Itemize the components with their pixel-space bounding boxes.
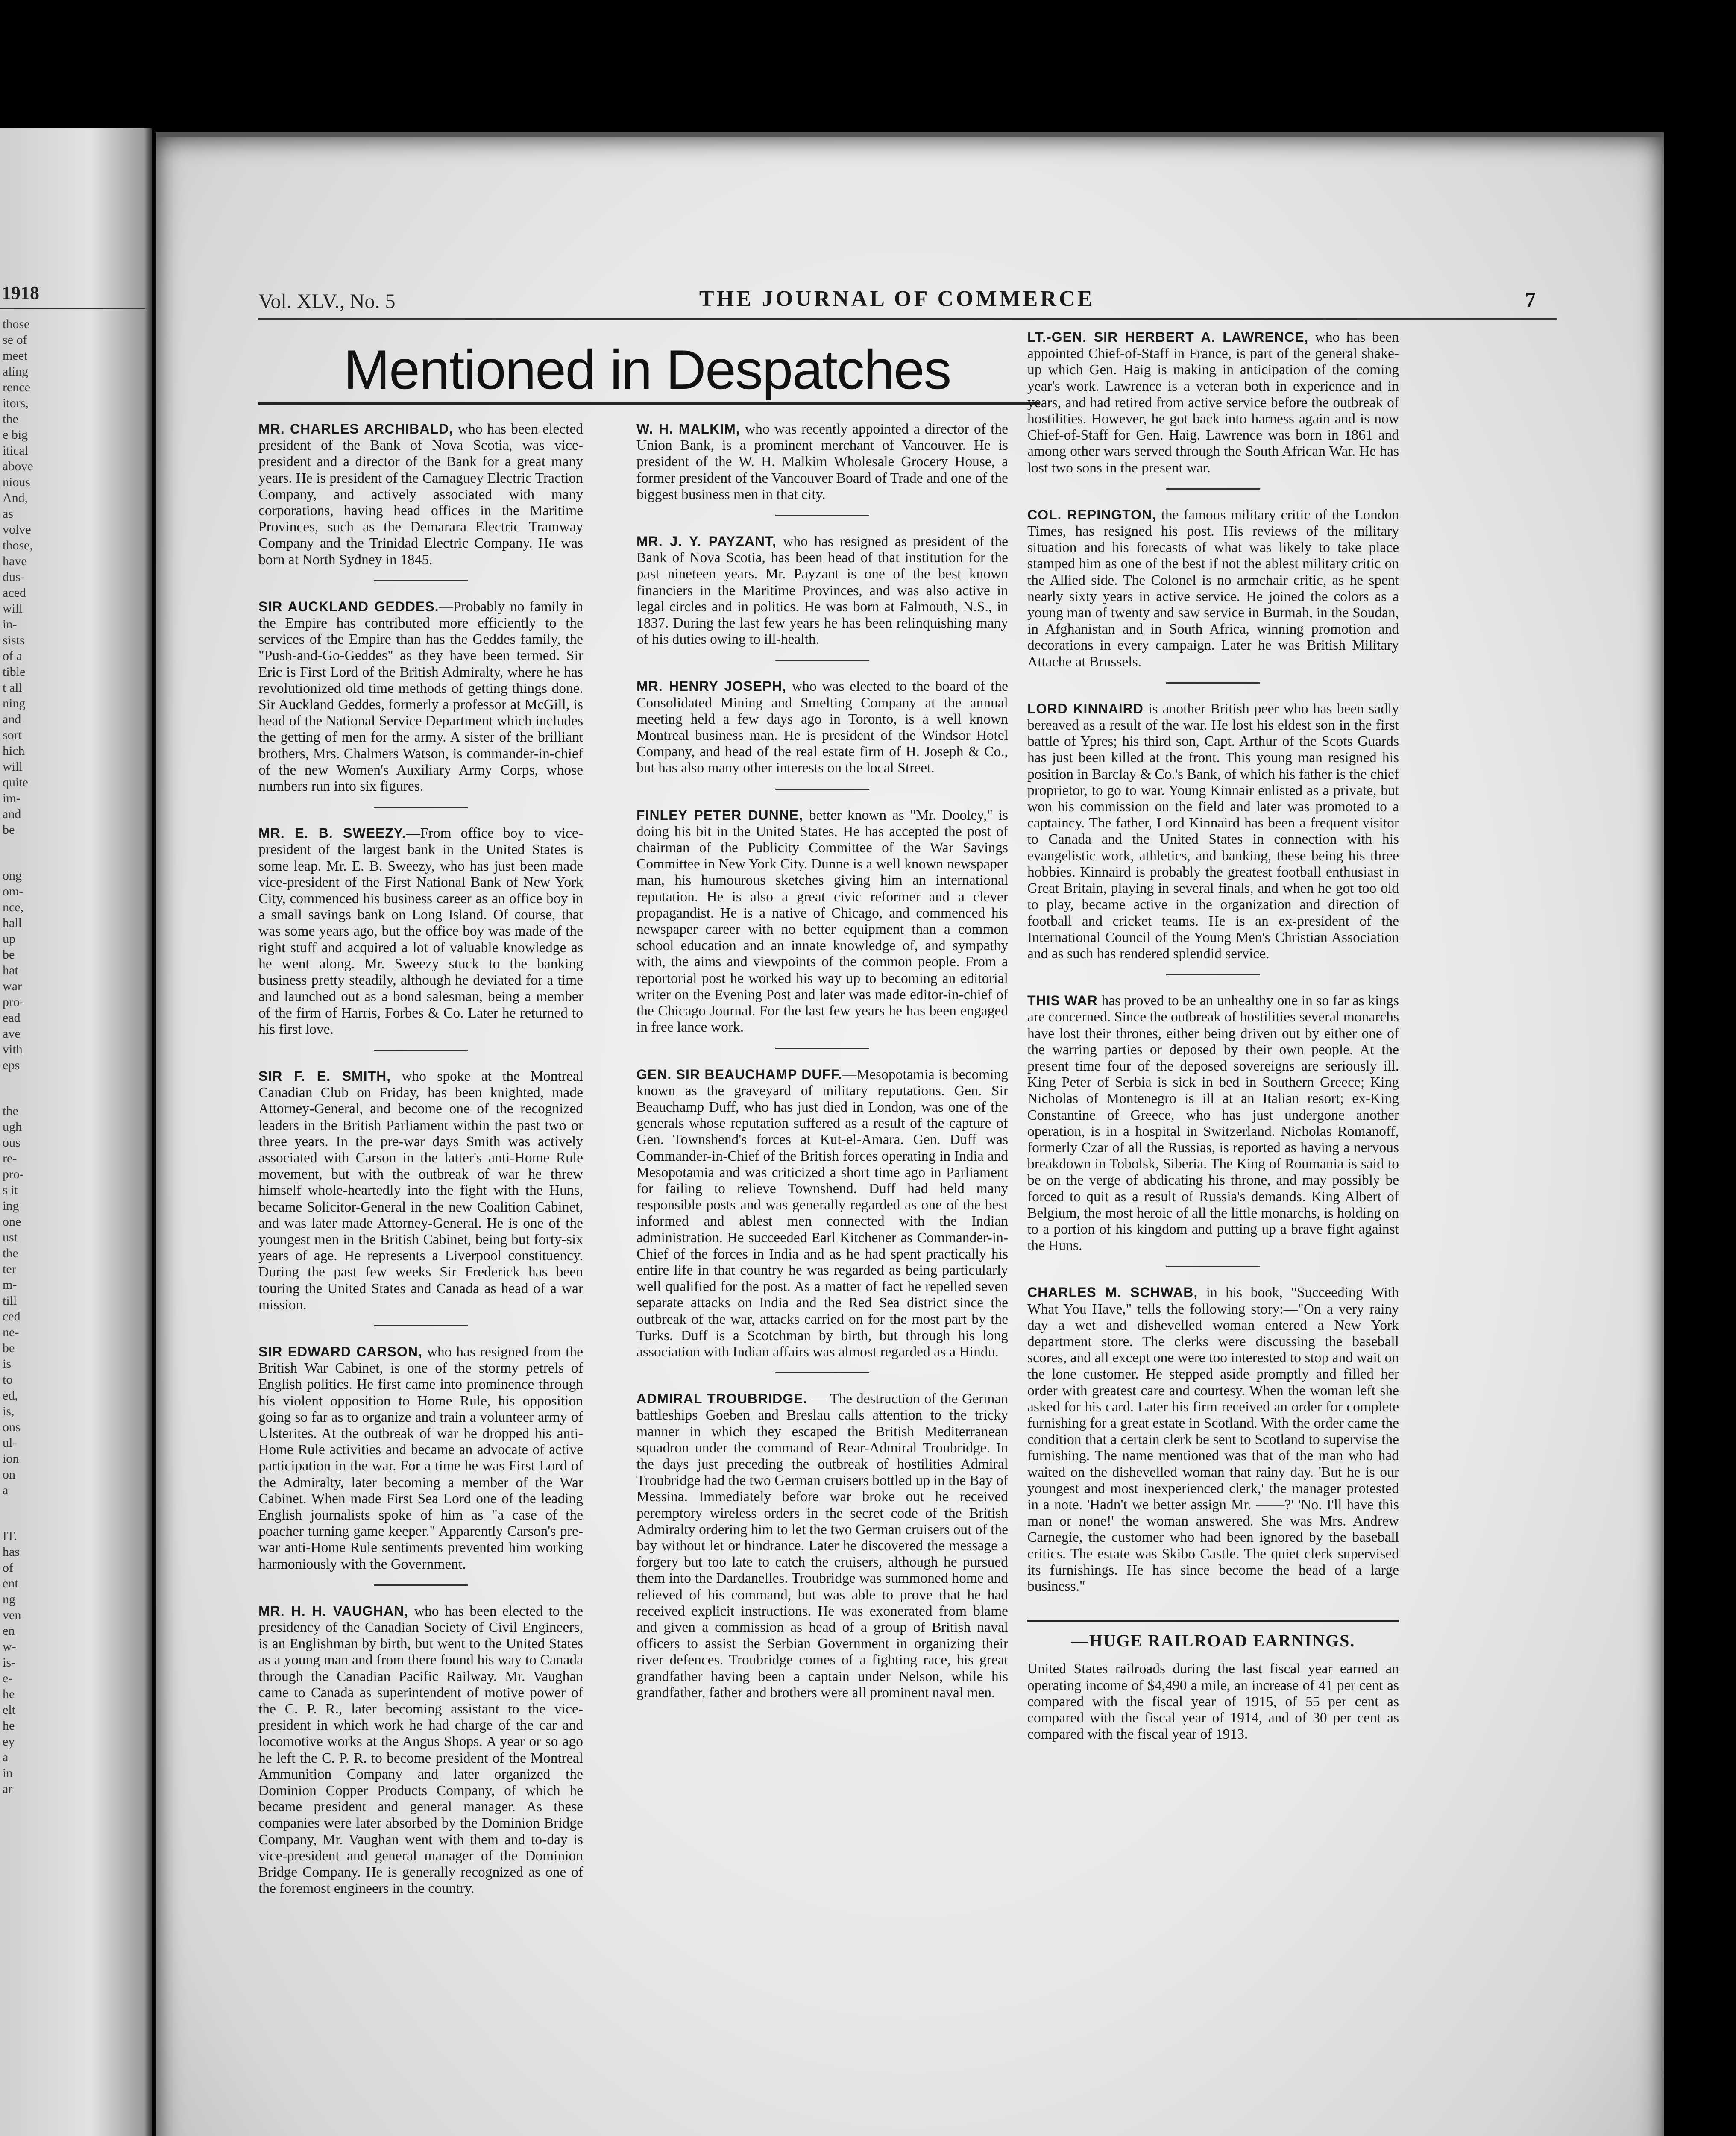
article-text — [636, 1066, 1008, 1361]
article — [258, 1344, 583, 1573]
previous-page-fragment: IT. — [3, 1529, 17, 1543]
previous-page-fragment: rence — [3, 380, 30, 394]
article-separator — [1166, 488, 1260, 490]
article — [258, 1603, 583, 1897]
article-text — [1027, 329, 1399, 476]
previous-page-fragment: im- — [3, 791, 21, 805]
article-body: the famous military critic of the London Times, has resigned his post. His reviews of the military situation and his forecasts of what was likely to take place stamped him as one of the best if not the ablest military critic on the Allied side. The Colonel is no armchair critic, as he spent nearly sixty years in active service. He joined the colors as a young man of twenty and saw service in Burmah, in the Soudan, in Afghanistan and in South Africa, winning promotion and decorations in every campaign. Later he was British Military Attache at Brussels. — [1027, 507, 1399, 670]
article-body: — The destruction of the German battleships Goeben and Breslau calls attention to the tricky manner in which they escaped the British Mediterranean squadron under the command of Rear-Admiral Troubridge. In the days just preceding the outbreak of hostilities Admiral Troubridge had the two German cruisers bottled up in the Bay of Messina. Immediately before war broke out he received peremptory wireless orders in the secret code of the British Admiralty ordering him to let the two German cruisers out of the bay without let or hindrance. Later he discovered the message a forgery but too late to catch the cruisers, although he pursued them into the Dardanelles. Troubridge was summoned home and relieved of his command, but was able to prove that he had received explicit instructions. He was exonerated from blame and given a commission as head of a group of British naval officers to assist the Serbian Government in organizing their river defences. Troubridge comes of a fighting race, his great grandfather having been a captain under Nelson, while his grandfather, father and brothers were all prominent naval men. — [636, 1391, 1008, 1701]
railroad-rule — [1027, 1620, 1399, 1622]
article-separator — [775, 515, 869, 516]
article — [1027, 329, 1399, 476]
article-body: who was elected to the board of the Consolidated Mining and Smelting Company at the annual meeting held a few days ago in Toronto, is a well known Montreal business man. He is president of the Windsor Hotel Company, and head of the real estate firm of H. Joseph & Co., but has also many other interests on the local Street. — [636, 678, 1008, 776]
previous-page-fragment: itors, — [3, 396, 29, 410]
article-body: who has been appointed Chief-of-Staff in France, is part of the general shake-up which Gen. Haig is making in anticipation of the coming year's work. Lawrence is a veteran both in experience and in years, and had retired from active service before the outbreak of hostilities. However, he got back into harness again and is now Chief-of-Staff for Gen. Haig. Lawrence was born in 1861 and among other wars served through the South African War. He has lost two sons in the present war. — [1027, 329, 1399, 476]
article — [636, 1391, 1008, 1701]
column-3 — [1027, 329, 1399, 1743]
previous-page-fragment: nce, — [3, 900, 24, 914]
previous-page-text — [3, 316, 148, 1797]
previous-page-fragment: tible — [3, 665, 26, 679]
article-body: in his book, "Succeeding With What You Have," tells the following story:—"On a very rainy day a wet and dishevelled woman entered a New York department store. The clerks were discussing the baseball scores, and all except one were too interested to stop and wait on the lone customer. He stepped aside promptly and filled her order with greatest care and courtesy. When the woman left she asked for his card. Later his firm received an order for complete furnishing for a great estate in Scotland. With the order came the condition that a certain clerk be sent to Scotland to supervise the furnishing. The name mentioned was that of the man who had waited on the dishevelled woman that rainy day. 'But he is our youngest and most inexperienced clerk,' the manager protested in a note. 'Hadn't we better assign Mr. ——?' 'No. I'll have this man or none!' the woman answered. She was Mrs. Andrew Carnegie, the customer who had been ignored by the baseball critics. The estate was Skibo Castle. The quiet clerk supervised its furnishings. He has since become the head of a large business." — [1027, 1285, 1399, 1595]
previous-page-fragment: ng — [3, 1592, 15, 1606]
previous-page-fragment: ave — [3, 1027, 21, 1041]
article-body: —Probably no family in the Empire has contributed more efficiently to the services of the Empire than has the Geddes family, the "Push-and-Go-Geddes" as they have been termed. Sir Eric is First Lord of the British Admiralty, where he has revolutionized old time methods of getting things done. Sir Auckland Geddes, formerly a professor at McGill, is head of the National Service Department which includes the getting of men for the army. A sister of the brilliant brothers, Mrs. Chalmers Watson, is commander-in-chief of the new Women's Auxiliary Army Corps, whose numbers run into six figures. — [258, 599, 583, 795]
article-text — [1027, 992, 1399, 1254]
article-body: who spoke at the Montreal Canadian Club on Friday, has been knighted, made Attorney-General, and become one of the recognized leaders in the British Parliament within the past two or three years. In the pre-war days Smith was actively associated with Carson in the latter's anti-Home Rule movement, but with the outbreak of war he threw himself whole-heartedly into the fight with the Huns, became Solicitor-General in the new Coalition Cabinet, and was later made Attorney-General. He is one of the youngest men in the British Cabinet, being but forty-six years of age. He represents a Liverpool constituency. During the past few weeks Sir Frederick has been touring the United States and Canada as head of a war mission. — [258, 1068, 584, 1313]
previous-page-fragment: up — [3, 932, 15, 946]
article-lead: SIR F. E. SMITH, — [258, 1068, 391, 1084]
previous-page-fragment: quite — [3, 775, 28, 789]
article-body: who has been elected president of the Bank of Nova Scotia, was vice-president and a director of the Bank for a great many years. He is president of the Camaguey Electric Traction Company, and actively associated with many corporations, having head offices in the Maritime Provinces, such as the Demarara Electric Tramway Company and the Trinidad Electric Company. He was born at North Sydney in 1845. — [258, 421, 583, 568]
previous-page-fragment: of a — [3, 649, 22, 663]
article-lead: MR. H. H. VAUGHAN, — [258, 1603, 409, 1619]
article-lead: LT.-GEN. SIR HERBERT A. LAWRENCE, — [1027, 329, 1309, 345]
previous-page-fragment: in- — [3, 617, 17, 631]
railroad-body: United States railroads during the last fiscal year earned an operating income of $4,490 a mile, an increase of 41 per cent as compared with the fiscal year of 1915, of 55 per cent as compared with the fiscal year of 1914, and of 30 per cent as compared with the fiscal year of 1913. — [1027, 1661, 1399, 1743]
previous-page-fragment: is- — [3, 1655, 15, 1669]
column-3-items — [1027, 329, 1399, 1595]
article — [1027, 701, 1399, 962]
header-rule — [258, 318, 1557, 320]
previous-page-fragment: war — [3, 979, 22, 993]
article — [636, 1066, 1008, 1361]
previous-page-fragment: en — [3, 1624, 15, 1638]
previous-page-fragment: ven — [3, 1608, 21, 1622]
previous-page-fragment: is, — [3, 1404, 15, 1418]
previous-page-fragment: and — [3, 712, 21, 726]
previous-page-fragment: se of — [3, 333, 27, 347]
previous-page-fragment: ead — [3, 1011, 21, 1025]
previous-page-fragment: t all — [3, 681, 22, 695]
article-text — [1027, 701, 1399, 962]
previous-page-fragment: volve — [3, 522, 31, 537]
article-text — [258, 1603, 583, 1897]
article — [636, 678, 1008, 776]
article-body: is another British peer who has been sadly bereaved as a result of the war. He lost his eldest son in the first battle of Ypres; his third son, Capt. Arthur of the Scots Guards has just been killed at the front. This young man resigned his position in Barclay & Co.'s Bank, of which his father is the chief proprietor, to go to war. Young Kinnair enlisted as a private, but won his commission on the field and later was promoted to a captaincy. The father, Lord Kinnaird has been a frequent visitor to Canada and the United States in connection with his evangelistic work, athletics, and banking, these being his three hobbies. Kinnaird is probably the greatest football enthusiast in Great Britain, playing in several finals, and when he got too old to play, became active in the organization and direction of football and cricket teams. He is an ex-president of the International Council of the Young Men's Christian Association and as such has rendered splendid service. — [1027, 701, 1399, 962]
previous-page-fragment: a — [3, 1750, 9, 1764]
previous-page-fragment: ust — [3, 1230, 18, 1244]
previous-page-fragment: elt — [3, 1703, 15, 1717]
article — [636, 807, 1008, 1036]
column-2 — [636, 421, 1008, 1726]
article-lead: MR. CHARLES ARCHIBALD, — [258, 421, 454, 437]
previous-page-fragment: as — [3, 507, 13, 521]
article-lead: COL. REPINGTON, — [1027, 507, 1157, 522]
previous-page-fragment: pro- — [3, 1167, 24, 1181]
previous-page-fragment: on — [3, 1467, 15, 1482]
article-text — [258, 1068, 583, 1313]
previous-page-gap — [3, 838, 148, 868]
previous-page-fragment: will — [3, 760, 23, 774]
article-separator — [374, 1050, 468, 1051]
article-lead: THIS WAR — [1027, 993, 1098, 1009]
previous-page-fragment: ent — [3, 1576, 18, 1590]
article-separator — [374, 580, 468, 581]
article-separator — [775, 660, 869, 661]
previous-page-fragment: itical — [3, 443, 28, 458]
article-text — [636, 807, 1008, 1036]
previous-page-fragment: And, — [3, 491, 28, 505]
page-header — [258, 286, 1536, 320]
previous-page-fragment: the — [3, 1104, 18, 1118]
previous-page-fragment: will — [3, 601, 23, 616]
previous-page-fragment: sort — [3, 728, 22, 742]
article-separator — [775, 1048, 869, 1049]
article-text — [636, 1391, 1008, 1701]
article-text — [636, 533, 1008, 648]
previous-page-fragment: ced — [3, 1309, 21, 1323]
previous-page-fragment: re- — [3, 1151, 17, 1165]
previous-page-fragment: om- — [3, 884, 23, 898]
article-lead: W. H. MALKIM, — [636, 421, 740, 437]
article — [1027, 507, 1399, 670]
article-body: —From office boy to vice-president of the largest bank in the United States is some leap. Mr. E. B. Sweezy, who has just been made vice-president of the First National Bank of New York City, commenced his business career as an office boy in a small savings bank on Long Island. Of course, that was some years ago, but the office boy was made of the right stuff and acquired a lot of valuable knowledge as he went along. Mr. Sweezy stuck to the banking business pretty steadily, although he deviated for a time and launched out as a bond salesman, being a member of the firm of Harris, Forbes & Co. Later he returned to his first love. — [258, 825, 583, 1037]
article-lead: ADMIRAL TROUBRIDGE. — [636, 1391, 808, 1407]
previous-page-fragment: hat — [3, 963, 18, 977]
article-text — [1027, 1284, 1399, 1595]
previous-page-edge — [0, 128, 152, 2136]
previous-page-fragment: of — [3, 1561, 13, 1575]
previous-page-fragment: to — [3, 1373, 13, 1387]
previous-page-rule — [0, 308, 145, 309]
previous-page-gap — [3, 1498, 148, 1528]
article-text — [258, 421, 583, 568]
previous-page-fragment: those — [3, 317, 30, 331]
article-separator — [775, 789, 869, 790]
previous-page-fragment: e big — [3, 428, 28, 442]
previous-page-fragment: the — [3, 412, 18, 426]
article — [258, 599, 583, 795]
previous-page-fragment: ning — [3, 696, 26, 710]
article — [258, 421, 583, 568]
previous-page-fragment: a — [3, 1483, 9, 1497]
article-lead: LORD KINNAIRD — [1027, 701, 1144, 716]
article-body: who has been elected to the presidency of the Canadian Society of Civil Engineers, is an Englishman by birth, but went to the United States as a young man and from there found his way to Canada through the Canadian Pacific Railway. Mr. Vaughan came to Canada as superintendent of motive power of the C. P. R., later becoming assistant to the vice-president in which work he had charge of the car and locomotive works at the Angus Shops. A year or so ago he left the C. P. R. to become president of the Montreal Ammunition Company and later organized the Dominion Copper Products Company, of which he became president and general manager. As these companies were later absorbed by the Dominion Bridge Company, Mr. Vaughan went with them and to-day is vice-president and general manager of the Dominion Bridge Company. He is generally recognized as one of the foremost engineers in the country. — [258, 1603, 583, 1897]
previous-page-fragment: s it — [3, 1183, 18, 1197]
section-title: Mentioned in Despatches — [343, 338, 951, 401]
previous-page-fragment: ey — [3, 1734, 15, 1749]
article-lead: FINLEY PETER DUNNE, — [636, 807, 803, 823]
article-separator — [1166, 1266, 1260, 1267]
previous-page-fragment: is — [3, 1357, 12, 1371]
article-separator — [1166, 974, 1260, 975]
article-lead: MR. J. Y. PAYZANT, — [636, 534, 777, 549]
previous-page-fragment: and — [3, 807, 21, 821]
article-body: who has resigned from the British War Cabinet, is one of the stormy petrels of English politics. He first came into prominence through his violent opposition to Home Rule, his opposition going so far as to organize and train a volunteer army of Ulsterites. At the outbreak of war he dropped his anti-Home Rule activities and became an advocate of active participation in the war. For a time he was First Lord of the Admiralty, later becoming a member of the War Cabinet. When made First Sea Lord one of the leading English journalists spoke of him as "a case of the poacher turning game keeper." Apparently Carson's pre-war anti-Home Rule sentiments prevented him working harmoniously with the Government. — [258, 1344, 583, 1572]
previous-page-fragment: one — [3, 1215, 21, 1229]
previous-page-fragment: be — [3, 823, 15, 837]
previous-page-fragment: be — [3, 1341, 15, 1355]
previous-page-fragment: he — [3, 1719, 15, 1733]
article-body: —Mesopotamia is becoming known as the graveyard of military reputations. Gen. Sir Beauchamp Duff, who has just died in London, was one of the generals whose reputation suffered as a result of the capture of Gen. Townshend's forces at Kut-el-Amara. Gen. Duff was Commander-in-Chief of the British forces operating in India and Mesopotamia and was criticized a short time ago in Parliament for failing to relieve Townshend. Duff had held many responsible posts and was generally regarded as one of the best informed and ablest men connected with the Indian administration. He succeeded Earl Kitchener as Commander-in-Chief of the forces in India and as he had spent practically his entire life in that country he was regarded as being particularly well qualified for the post. As a matter of fact he repelled seven separate attacks on India and the Red Sea district since the outbreak of the war, attacks carried on for the most part by the Turks. Duff is a Scotchman by birth, but through his long association with Indian affairs was almost regarded as a Hindu. — [636, 1066, 1008, 1360]
previous-page-fragment: ous — [3, 1135, 21, 1150]
journal-title: THE JOURNAL OF COMMERCE — [699, 287, 1095, 311]
article-text — [636, 421, 1008, 503]
previous-page-fragment: hich — [3, 744, 25, 758]
article-lead: CHARLES M. SCHWAB, — [1027, 1285, 1198, 1300]
article-lead: SIR EDWARD CARSON, — [258, 1344, 422, 1359]
previous-page-fragment: aling — [3, 364, 28, 378]
article — [258, 1068, 583, 1313]
article-separator — [775, 1372, 869, 1373]
previous-page-fragment: ugh — [3, 1120, 22, 1134]
column-1 — [258, 421, 583, 1922]
previous-page-fragment: pro- — [3, 995, 24, 1009]
article-lead: GEN. SIR BEAUCHAMP DUFF. — [636, 1066, 842, 1082]
article-body: has proved to be an unhealthy one in so far as kings are concerned. Since the outbreak of hostilities several monarchs have lost their thrones, either being driven out by either one of the warring parties or deposed by their own people. At the present time four of the deposed sovereigns are seriously ill. King Peter of Serbia is sick in bed in Southern Greece; King Nicholas of Montenegro is ill at an Italian resort; ex-King Constantine of Greece, who has just undergone another operation, is in a hospital in Switzerland. Nicholas Romanoff, formerly Czar of all the Russias, is reported as having a nervous breakdown in Tobolsk, Siberia. The King of Roumania is said to be on the verge of abdicating his throne, and may possibly be forced to quit as a result of Russia's demands. King Albert of Belgium, the most heroic of all the little monarchs, is holding on to a portion of his kingdom and putting up a brave fight against the Huns. — [1027, 993, 1399, 1254]
article — [636, 533, 1008, 648]
previous-page-fragment: ong — [3, 868, 22, 883]
previous-page-fragment: ed, — [3, 1388, 18, 1402]
previous-page-fragment: be — [3, 948, 15, 962]
previous-page-fragment: those, — [3, 538, 33, 552]
previous-page-fragment: till — [3, 1294, 17, 1308]
page-number: 7 — [1525, 288, 1536, 311]
article — [1027, 1284, 1399, 1595]
previous-page-fragment: aced — [3, 586, 26, 600]
article-text — [258, 1344, 583, 1573]
previous-page-fragment: vith — [3, 1042, 23, 1056]
article-text — [258, 825, 583, 1038]
previous-page-fragment: ons — [3, 1420, 21, 1434]
previous-page-fragment: ion — [3, 1452, 19, 1466]
article-separator — [374, 1325, 468, 1326]
railroad-title: —HUGE RAILROAD EARNINGS. — [1071, 1631, 1355, 1651]
previous-page-fragment: ne- — [3, 1325, 19, 1339]
article — [258, 825, 583, 1038]
previous-page-fragment: sists — [3, 633, 25, 647]
article-body: who was recently appointed a director of the Union Bank, is a prominent merchant of Vancouver. He is president of the W. H. Malkim Wholesale Grocery House, a former president of the Vancouver Board of Trade and one of the biggest business men in that city. — [636, 421, 1009, 502]
previous-page-fragment: above — [3, 459, 33, 473]
previous-page-fragment: nious — [3, 475, 31, 489]
article-text — [258, 599, 583, 795]
previous-page-fragment: he — [3, 1687, 15, 1701]
previous-page-fragment: has — [3, 1545, 20, 1559]
article-separator — [1166, 682, 1260, 684]
article-separator — [374, 807, 468, 808]
previous-page-fragment: eps — [3, 1058, 20, 1072]
previous-page-fragment: the — [3, 1246, 18, 1260]
article — [1027, 992, 1399, 1254]
previous-page-fragment: ar — [3, 1782, 13, 1796]
previous-page-fragment: dus- — [3, 570, 25, 584]
article-lead: SIR AUCKLAND GEDDES. — [258, 599, 439, 614]
previous-page-fragment: meet — [3, 349, 28, 363]
previous-page-year: 1918 — [2, 282, 39, 303]
article-text — [636, 678, 1008, 776]
previous-page-fragment: ter — [3, 1262, 16, 1276]
article-lead: MR. E. B. SWEEZY. — [258, 825, 406, 841]
article-body: better known as "Mr. Dooley," is doing his bit in the United States. He has accepted the post of chairman of the Publicity Committee of the War Savings Committee in New York City. Dunne is a well known newspaper man, his humourous sketches giving him an international reputation. He is also a great civic reformer and a clever propagandist. He is a native of Chicago, and commenced his newspaper career with no better equipment than a common school education and an innate knowledge of, and sympathy with, the aims and viewpoints of the common people. From a reportorial post he worked his way up to becoming an editorial writer on the Evening Post and later was made editor-in-chief of the Chicago Journal. For the last few years he has been engaged in free lance work. — [636, 807, 1008, 1036]
previous-page-fragment: w- — [3, 1640, 16, 1654]
previous-page-fragment: ul- — [3, 1436, 17, 1450]
previous-page-fragment: ing — [3, 1199, 19, 1213]
previous-page-fragment: have — [3, 554, 27, 568]
volume-number: Vol. XLV., No. 5 — [258, 290, 396, 313]
article — [636, 421, 1008, 503]
previous-page-fragment: hall — [3, 916, 22, 930]
previous-page-fragment: m- — [3, 1278, 17, 1292]
title-rule — [258, 402, 1040, 405]
article-text — [1027, 507, 1399, 670]
previous-page-gap — [3, 1073, 148, 1103]
previous-page-fragment: in — [3, 1766, 13, 1780]
article-separator — [374, 1584, 468, 1586]
previous-page-fragment: e- — [3, 1671, 13, 1685]
newspaper-page — [156, 137, 1664, 2136]
article-body: who has resigned as president of the Bank of Nova Scotia, has been head of that institution for the past nineteen years. Mr. Payzant is one of the best known financiers in the Maritime Provinces, and was also active in legal circles and in politics. He was born at Falmouth, N.S., in 1837. During the last few years he has been relinquishing many of his duties owing to ill-health. — [636, 534, 1008, 648]
article-lead: MR. HENRY JOSEPH, — [636, 678, 787, 694]
